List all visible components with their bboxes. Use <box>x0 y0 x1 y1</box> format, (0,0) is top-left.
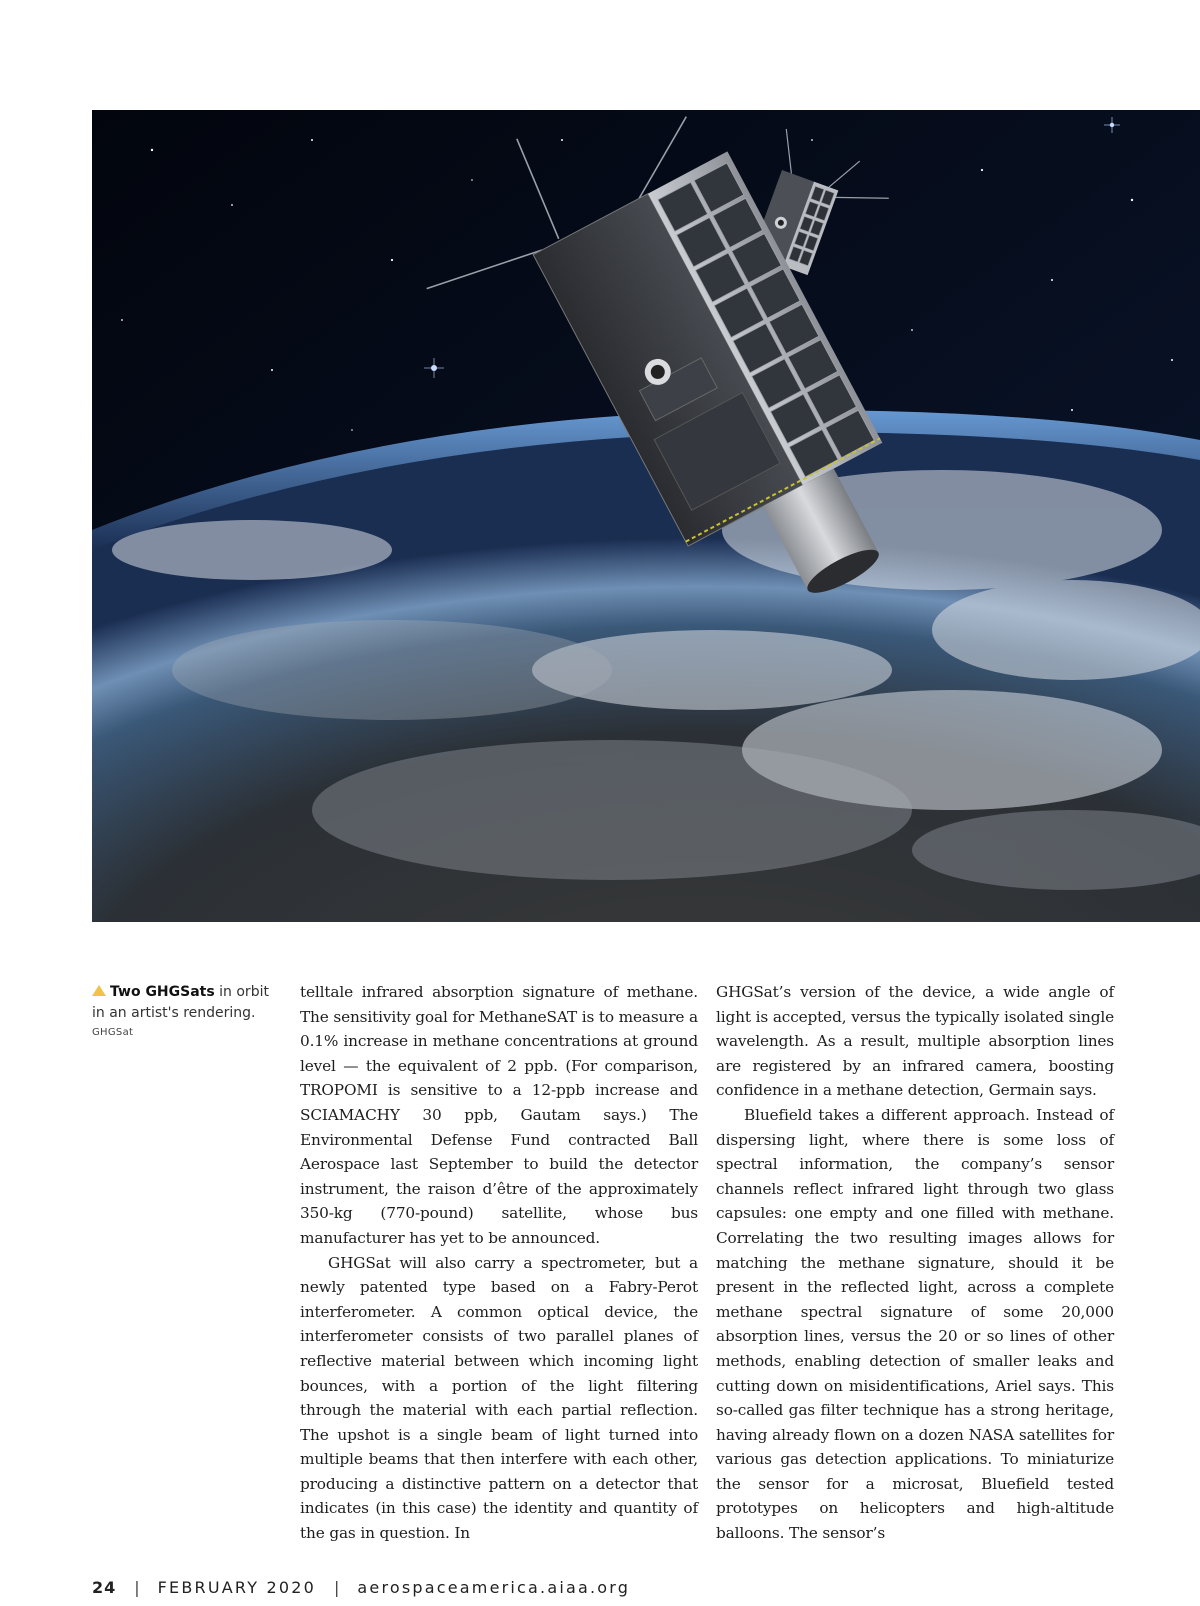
website-link[interactable]: aerospaceamerica.aiaa.org <box>357 1578 631 1597</box>
page-number: 24 <box>92 1578 117 1597</box>
article-column-1 <box>300 980 698 1546</box>
paragraph: GHGSat will also carry a spectrometer, but a newly patented type based on a Fabry-Perot interferometer. A common optical device, the interferometer consists of two parallel planes of reflective material between which incoming light bounces, with a portion of the light filtering through the material with each partial reflection. The upshot is a single beam of light turned into multiple beams that then interfere with each other, producing a distinctive pattern on a detector that indicates (in this case) the identity and quantity of the gas in question. In <box>300 1253 698 1543</box>
figure-caption <box>92 982 272 1040</box>
paragraph: telltale infrared absorption signature of methane. The sensitivity goal for MethaneSAT is to measure a 0.1% increase in methane concentrations at ground level — the equivalent of 2 ppb. (For comparison, TROPOMI is sensitive to a 12-ppb increase and SCIAMACHY 30 ppb, Gautam says.) The Environmental Defense Fund contracted Ball Aerospace last September to build the detector instrument, the raison d’être of the approximately 350-kg (770-pound) satellite, whose bus manufacturer has yet to be announced. <box>300 983 699 1247</box>
issue-date: FEBRUARY 2020 <box>157 1578 316 1597</box>
caption-text: in orbit in an artist's rendering. <box>92 984 269 1021</box>
article-column-2 <box>716 980 1114 1546</box>
satellite-render-image <box>92 110 1200 922</box>
caption-triangle-icon <box>92 985 106 996</box>
image-credit: GHGSat <box>92 1027 134 1038</box>
footer-separator: | <box>334 1578 340 1597</box>
paragraph: GHGSat’s version of the device, a wide angle of light is accepted, versus the typically isolated single wavelength. As a result, multiple absorption lines are registered by an infrared camera, boosting confidence in a methane detection, Germain says. <box>716 983 1114 1100</box>
caption-bold: Two GHGSats <box>110 984 215 1000</box>
page-footer <box>92 1578 1092 1602</box>
footer-separator: | <box>134 1578 140 1597</box>
paragraph: Bluefield takes a different approach. Instead of dispersing light, where there is some loss of spectral information, the company’s sensor channels reflect infrared light through two glass capsules: one empty and one filled with methane. Correlating the two resulting images allows for matching the methane signature, should it be present in the reflected light, across a complete methane spectral signature of some 20,000 absorption lines, versus the 20 or so lines of other methods, enabling detection of smaller leaks and cutting down on misidentifications, Ariel says. This so-called gas filter technique has a strong heritage, having already flown on a dozen NASA satellites for various gas detection applications. To miniaturize the sensor for a microsat, Bluefield tested prototypes on helicopters and high-altitude balloons. The sensor’s <box>716 1105 1114 1543</box>
